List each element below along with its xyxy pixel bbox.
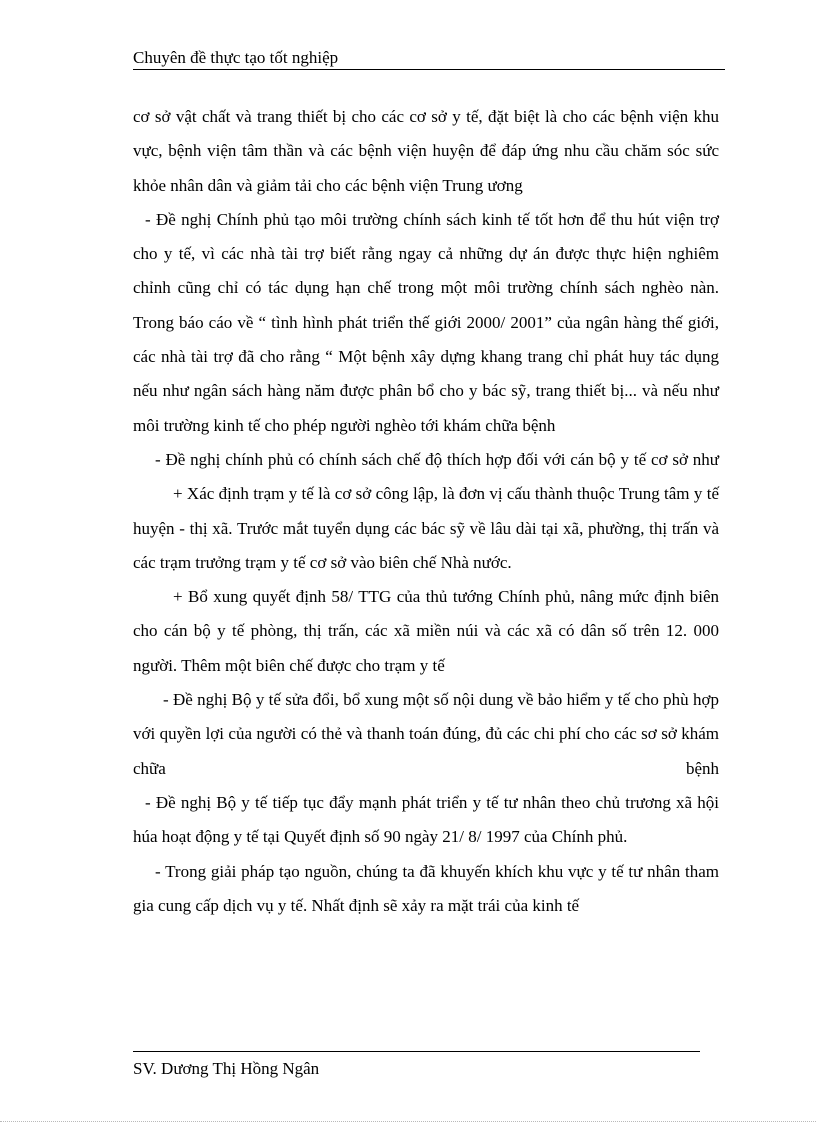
paragraph: - Đề nghị Bộ y tế tiếp tục đẩy mạnh phát triển y tế tư nhân theo chủ trương xã hội húa hoạt động y tế tại Quyết định số 90 ngày 21/ 8/ 1997 của Chính phủ. bbox=[133, 792, 719, 847]
footer-divider bbox=[133, 1051, 700, 1052]
page-footer-author: SV. Dương Thị Hồng Ngân bbox=[133, 1059, 320, 1078]
paragraph: - Đề nghị chính phủ có chính sách chế độ thích hợp đối với cán bộ y tế cơ sở như bbox=[155, 449, 719, 469]
paragraph: - Đề nghị Bộ y tế sửa đổi, bổ xung một số nội dung về bảo hiểm y tế cho phù hợp với quyền lợi của người có thẻ và thanh toán đúng, đủ các chi phí cho các sơ sở khám chữa bệnh bbox=[133, 690, 719, 778]
paragraph: - Đề nghị Chính phủ tạo môi trường chính sách kinh tế tốt hơn để thu hút viện trợ cho y tế, vì các nhà tài trợ biết rằng ngay cả những dự án được thực hiện nghiêm chỉnh cũng chỉ có tác dụng hạn chế trong một môi trường chính sách nghèo nàn. Trong báo cáo về “ tình hình phát triển thế giới 2000/ 2001” của ngân hàng thế giới, các nhà tài trợ đã cho rằng “ Một bệnh xây dựng khang trang chỉ phát huy tác dụng nếu như ngân sách hàng năm được phân bổ cho y bác sỹ, trang thiết bị... và nếu như môi trường kinh tế cho phép người nghèo tới khám chữa bệnh bbox=[133, 209, 719, 435]
paragraph: + Xác định trạm y tế là cơ sở công lập, là đơn vị cấu thành thuộc Trung tâm y tế huyện - thị xã. Trước mắt tuyển dụng các bác sỹ về lâu dài tại xã, phường, thị trấn và các trạm trưởng trạm y tế cơ sở vào biên chế Nhà nước. bbox=[133, 484, 719, 572]
paragraph: - Trong giải pháp tạo nguồn, chúng ta đã khuyến khích khu vực y tế tư nhân tham gia cung cấp dịch vụ y tế. Nhất định sẽ xảy ra mặt trái của kinh tế bbox=[133, 861, 719, 915]
header-divider bbox=[133, 69, 725, 70]
page-header-title: Chuyên đề thực tạo tốt nghiệp bbox=[133, 48, 339, 67]
document-body bbox=[133, 100, 719, 923]
paragraph: + Bổ xung quyết định 58/ TTG của thủ tướng Chính phủ, nâng mức định biên cho cán bộ y tế phòng, thị trấn, các xã miền núi và các xã có dân số trên 12. 000 người. Thêm một biên chế được cho trạm y tế bbox=[133, 587, 719, 675]
paragraph: cơ sở vật chất và trang thiết bị cho các cơ sở y tế, đặt biệt là cho các bệnh viện khu vực, bệnh viện tâm thần và các bệnh viện huyện để đáp ứng nhu cầu chăm sóc sức khỏe nhân dân và giảm tải cho các bệnh viện Trung ương bbox=[133, 107, 719, 195]
page-bottom-edge bbox=[0, 1121, 816, 1122]
